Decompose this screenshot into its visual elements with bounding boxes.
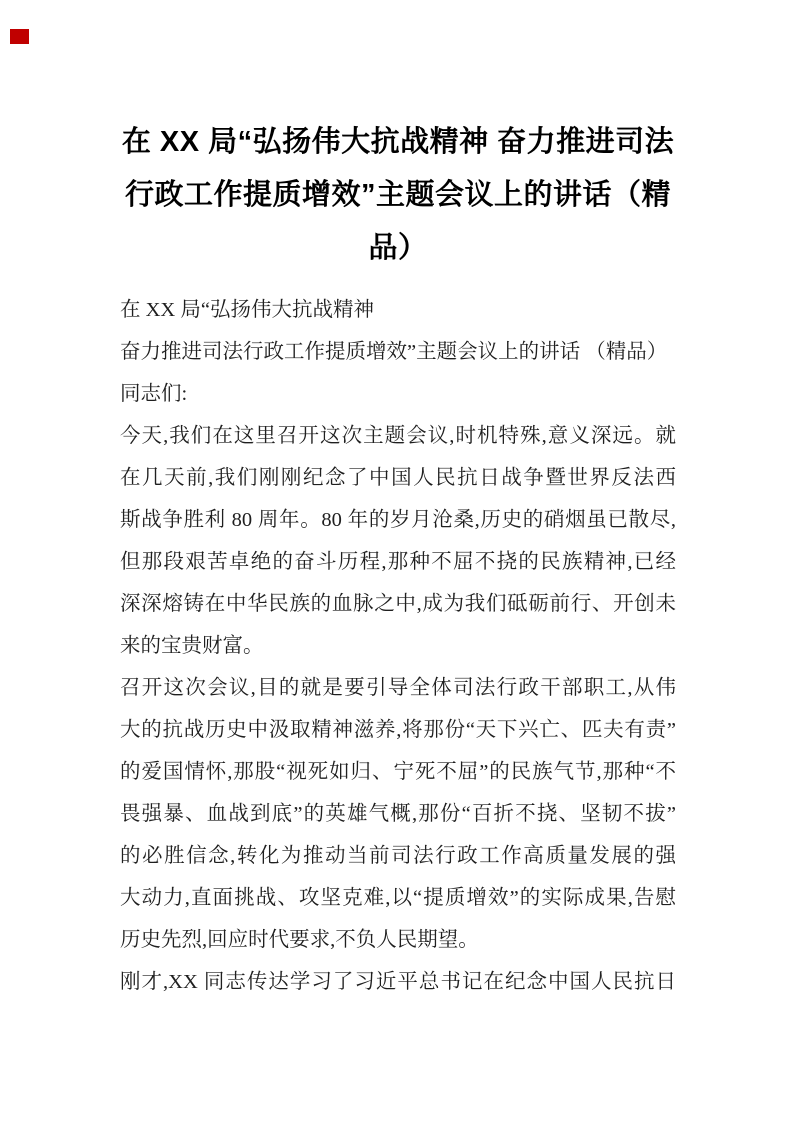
body-line: 今天,我们在这里召开这次主题会议,时机特殊,意义深远。就 — [120, 425, 676, 447]
title-line: 行政工作提质增效”主题会议上的讲话（精 — [124, 179, 671, 211]
body-line: 大动力,直面挑战、攻坚克难,以“提质增效”的实际成果,告慰 — [120, 887, 676, 909]
body-line: 在 XX 局“弘扬伟大抗战精神 — [120, 299, 374, 321]
body-line: 的爱国情怀,那股“视死如归、宁死不屈”的民族气节,那种“不 — [120, 761, 676, 783]
body-line: 刚才,XX 同志传达学习了习近平总书记在纪念中国人民抗日 — [120, 971, 676, 993]
body-line: 畏强暴、血战到底”的英雄气概,那份“百折不挠、坚韧不拔” — [120, 803, 676, 825]
body-line: 历史先烈,回应时代要求,不负人民期望。 — [120, 929, 479, 951]
body-line: 召开这次会议,目的就是要引导全体司法行政干部职工,从伟 — [120, 677, 676, 699]
title-line: 在 XX 局“弘扬伟大抗战精神 奋力推进司法 — [121, 126, 675, 158]
body-line: 来的宝贵财富。 — [120, 635, 264, 657]
document-body — [120, 289, 676, 1003]
document-title — [118, 116, 678, 275]
red-corner-mark — [10, 29, 29, 44]
body-line: 但那段艰苦卓绝的奋斗历程,那种不屈不挠的民族精神,已经 — [120, 551, 676, 573]
body-line: 大的抗战历史中汲取精神滋养,将那份“天下兴亡、匹夫有责” — [120, 719, 676, 741]
body-line: 同志们: — [120, 383, 188, 405]
title-line: 品） — [368, 232, 428, 264]
body-line: 的必胜信念,转化为推动当前司法行政工作高质量发展的强 — [120, 845, 676, 867]
body-line: 在几天前,我们刚刚纪念了中国人民抗日战争暨世界反法西 — [120, 467, 676, 489]
body-line: 奋力推进司法行政工作提质增效”主题会议上的讲话 （精品） — [120, 341, 668, 363]
body-line: 斯战争胜利 80 周年。80 年的岁月沧桑,历史的硝烟虽已散尽, — [120, 509, 676, 531]
body-line: 深深熔铸在中华民族的血脉之中,成为我们砥砺前行、开创未 — [120, 593, 676, 615]
